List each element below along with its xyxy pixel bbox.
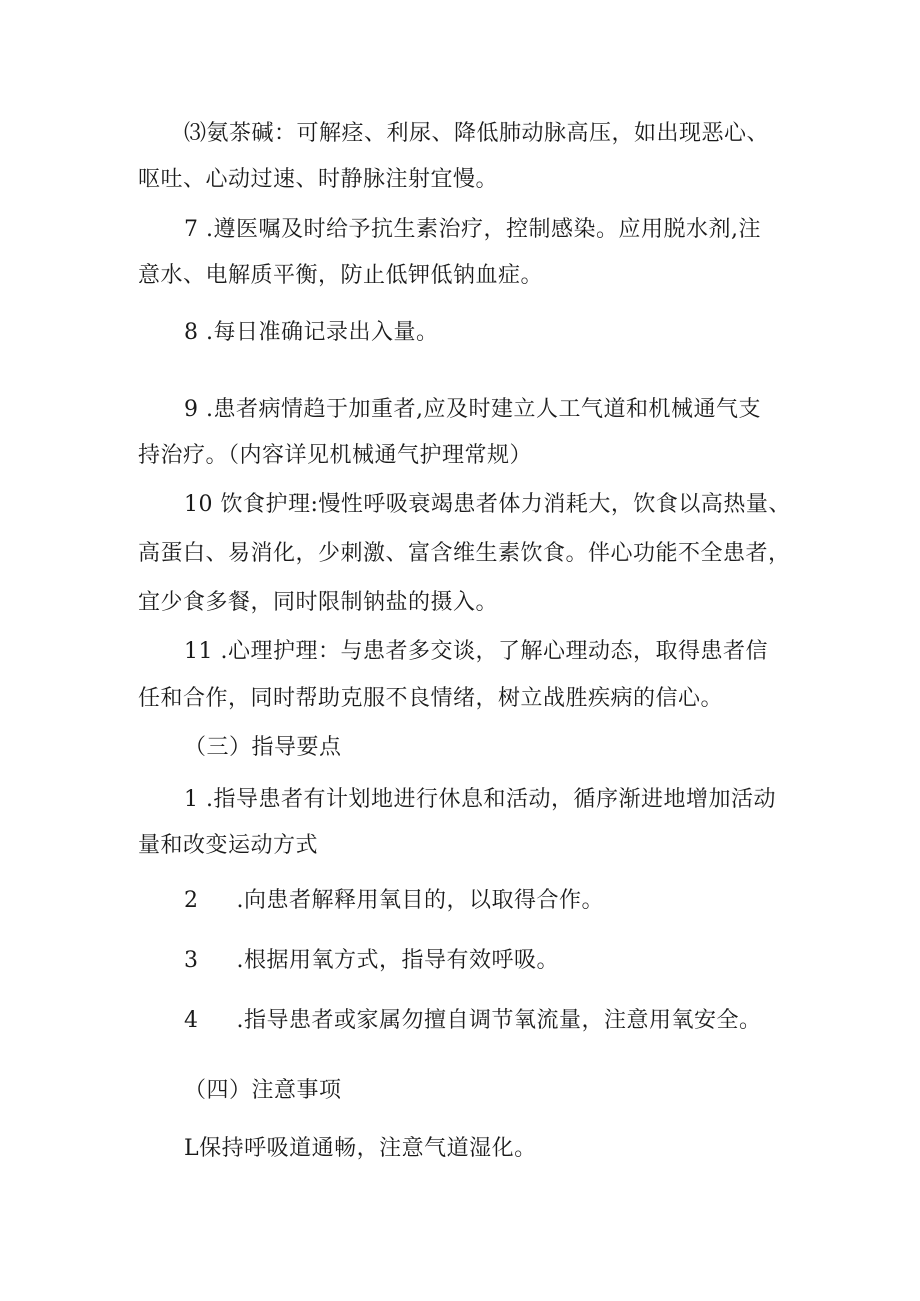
guidance-3-number: 3 [184, 948, 199, 973]
paragraph-aminophylline-line2: 呕吐、心动过速、时静脉注射宜慢。 [138, 167, 499, 192]
paragraph-10-line1: 10 饮食护理:慢性呼吸衰竭患者体力消耗大，饮食以高热量、 [184, 492, 791, 517]
guidance-4-number: 4 [184, 1008, 199, 1033]
paragraph-10-line2: 高蛋白、易消化，少刺激、富含维生素饮食。伴心功能不全患者， [138, 541, 791, 566]
guidance-3-text: .根据用氧方式，指导有效呼吸。 [236, 948, 559, 973]
guidance-4-text: .指导患者或家属勿擅自调节氧流量，注意用氧安全。 [236, 1008, 762, 1033]
guidance-2-number: 2 [184, 888, 199, 913]
guidance-2-text: .向患者解释用氧目的，以取得合作。 [236, 888, 604, 913]
guidance-2 [184, 888, 604, 914]
paragraph-8: 8 .每日准确记录出入量。 [184, 320, 439, 345]
section-heading-guidance: （三）指导要点 [184, 735, 342, 760]
paragraph-11-line1: 11 .心理护理：与患者多交谈，了解心理动态，取得患者信 [184, 639, 768, 664]
section-heading-precautions: （四）注意事项 [184, 1078, 342, 1103]
paragraph-7-line1: 7 .遵医嘱及时给予抗生素治疗，控制感染。应用脱水剂,注 [184, 217, 761, 242]
paragraph-10-line3: 宜少食多餐，同时限制钠盐的摄入。 [138, 590, 499, 615]
guidance-1-line1: 1 .指导患者有计划地进行休息和活动，循序渐进地增加活动 [184, 787, 776, 812]
guidance-1-line2: 量和改变运动方式 [138, 833, 319, 858]
guidance-4 [184, 1008, 762, 1034]
paragraph-7-line2: 意水、电解质平衡，防止低钾低钠血症。 [138, 263, 544, 288]
paragraph-11-line2: 任和合作，同时帮助克服不良情绪，树立战胜疾病的信心。 [138, 686, 724, 711]
paragraph-aminophylline-line1: ⑶氨茶碱：可解痉、利尿、降低肺动脉高压，如出现恶心、 [184, 121, 770, 146]
guidance-3 [184, 948, 559, 974]
paragraph-9-line1: 9 .患者病情趋于加重者,应及时建立人工气道和机械通气支 [184, 397, 761, 422]
precaution-1: L保持呼吸道通畅，注意气道湿化。 [184, 1136, 537, 1161]
paragraph-9-line2: 持治疗。（内容详见机械通气护理常规） [138, 443, 533, 468]
